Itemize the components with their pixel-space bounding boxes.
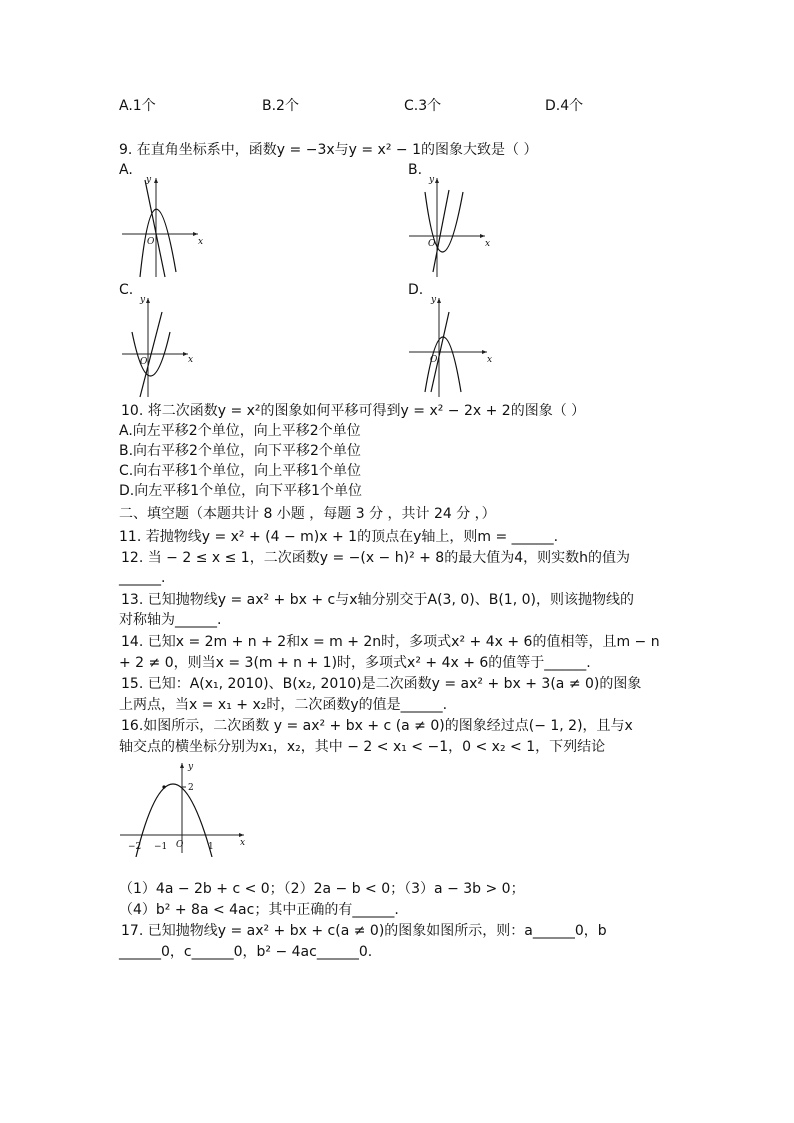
q9-stem: 9. 在直角坐标系中，函数y = −3x与y = x² − 1的图象大致是（ ） <box>119 142 538 158</box>
q9-label-a: A. <box>119 162 133 178</box>
origin-label: O <box>176 840 184 850</box>
q10-option-b: B.向右平移2个单位，向下平移2个单位 <box>119 443 361 459</box>
option-a: A.1个 <box>119 98 156 114</box>
q16-line1: 16.如图所示，二次函数 y = ax² + bx + c (a ≠ 0)的图象经过点(− 1, 2)，且与x <box>121 718 633 734</box>
q9-label-d: D. <box>408 282 424 298</box>
q15-line2: 上两点，当x = x₁ + x₂时，二次函数y的值是______. <box>119 697 448 713</box>
option-c: C.3个 <box>404 98 442 114</box>
q13-line2: 对称轴为______. <box>119 612 222 628</box>
q9-label-c: C. <box>119 282 134 298</box>
axis-label-y: y <box>431 295 437 305</box>
tick-2: 2 <box>188 783 194 793</box>
q9-graph-b <box>405 172 495 282</box>
q10-option-c: C.向右平移1个单位，向上平移1个单位 <box>119 463 362 479</box>
q10-option-d: D.向左平移1个单位，向下平移1个单位 <box>119 483 363 499</box>
origin-label: O <box>140 357 148 367</box>
q16-graph <box>116 757 256 857</box>
tick-1: 1 <box>208 842 214 852</box>
option-d: D.4个 <box>545 98 584 114</box>
axis-label-x: x <box>487 355 493 365</box>
q15-line1: 15. 已知：A(x₁, 2010)、B(x₂, 2010)是二次函数y = ax² + bx + 3(a ≠ 0)的图象 <box>121 676 642 692</box>
q17-line1: 17. 已知抛物线y = ax² + bx + c(a ≠ 0)的图象如图所示，则：a______0，b <box>121 923 607 939</box>
axis-label-x: x <box>198 237 204 247</box>
q9-graph-d <box>405 292 495 402</box>
q13-line1: 13. 已知抛物线y = ax² + bx + c与x轴分别交于A(3, 0)、B(1, 0)，则该抛物线的 <box>121 592 634 608</box>
origin-label: O <box>430 355 438 365</box>
q17-line2: ______0，c______0，b² − 4ac______0. <box>119 944 373 960</box>
q9-graph-c <box>118 292 208 402</box>
q16-conclusions-1: （1）4a − 2b + c < 0；（2）2a − b < 0；（3）a − 3b > 0； <box>119 881 525 897</box>
q14-line2: + 2 ≠ 0，则当x = 3(m + n + 1)时，多项式x² + 4x + 6的值等于______. <box>119 655 591 671</box>
tick-neg1: −1 <box>154 842 168 852</box>
q9-graph-a <box>118 172 208 282</box>
origin-label: O <box>428 239 436 249</box>
axis-label-x: x <box>188 355 194 365</box>
q10-stem: 10. 将二次函数y = x²的图象如何平移可得到y = x² − 2x + 2的图象（ ） <box>121 403 586 419</box>
axis-label-x: x <box>485 239 491 249</box>
axis-label-y: y <box>140 295 146 305</box>
axis-label-x: x <box>240 838 246 848</box>
axis-label-y: y <box>188 762 194 772</box>
origin-label: O <box>147 237 155 247</box>
q11: 11. 若抛物线y = x² + (4 − m)x + 1的顶点在y轴上，则m = ______. <box>119 529 559 545</box>
q9-label-b: B. <box>408 162 423 178</box>
point-marker <box>162 785 165 788</box>
q16-line2: 轴交点的横坐标分别为x₁，x₂，其中 − 2 < x₁ < −1，0 < x₂ < 1，下列结论 <box>119 739 606 755</box>
axis-label-y: y <box>429 175 435 185</box>
axis-label-y: y <box>146 175 152 185</box>
option-b: B.2个 <box>262 98 299 114</box>
section-heading: 二、填空题（本题共计 8 小题 ，每题 3 分 ，共计 24 分 ，） <box>119 506 496 522</box>
q12-line1: 12. 当 − 2 ≤ x ≤ 1，二次函数y = −(x − h)² + 8的最大值为4，则实数h的值为 <box>121 550 630 566</box>
q10-option-a: A.向左平移2个单位，向上平移2个单位 <box>119 423 361 439</box>
tick-neg2: −2 <box>128 842 142 852</box>
q16-conclusions-2: （4）b² + 8a < 4ac；其中正确的有______. <box>119 902 399 918</box>
q14-line1: 14. 已知x = 2m + n + 2和x = m + 2n时，多项式x² + 4x + 6的值相等，且m − n <box>121 634 660 650</box>
q12-line2: ______. <box>119 570 166 586</box>
